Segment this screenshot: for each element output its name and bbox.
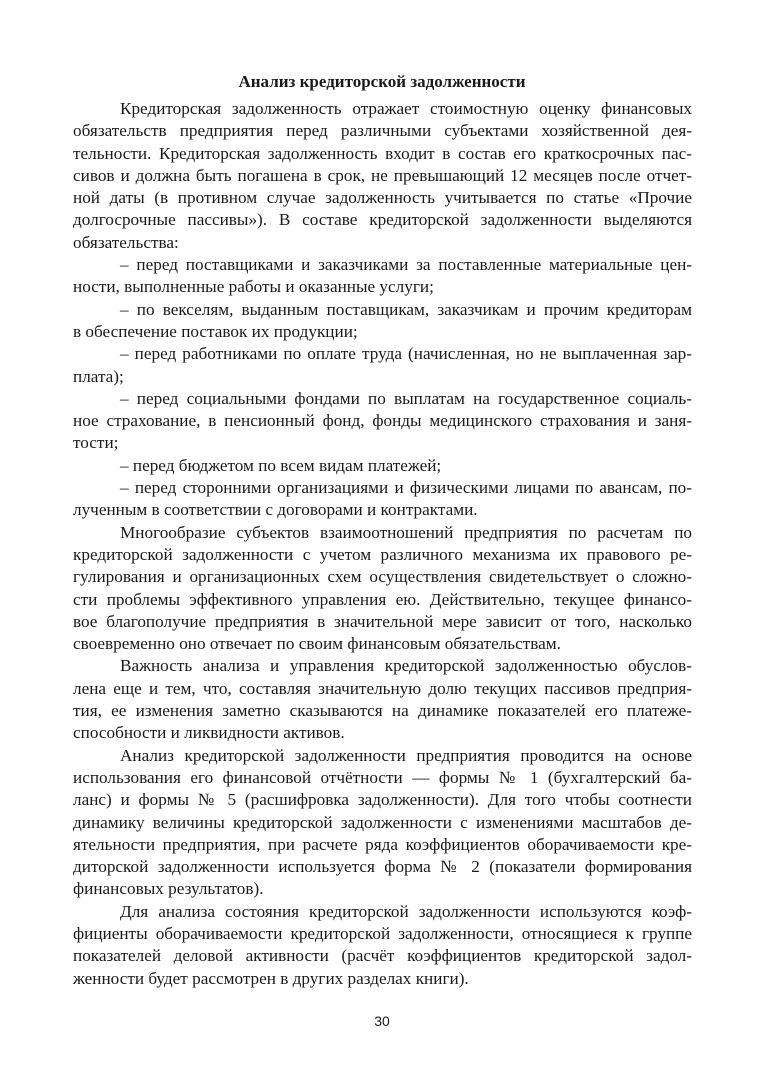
text-line: ятельности предприятия, при расчете ряда коэффициентов оборачиваемости кре- xyxy=(73,834,692,854)
text-line: – перед социальными фондами по выплатам на государственное социаль- xyxy=(120,388,692,408)
text-line: – перед бюджетом по всем видам платежей; xyxy=(120,455,442,475)
text-line: лученным в соответствии с договорами и контрактами. xyxy=(73,500,478,520)
text-line: – перед работниками по оплате труда (начисленная, но не выплаченная зар- xyxy=(120,344,692,364)
text-line: тости; xyxy=(73,433,119,453)
paragraph xyxy=(73,655,692,744)
paragraph xyxy=(73,522,692,656)
paragraph xyxy=(73,98,692,254)
text-line: ланс) и формы № 5 (расшифровка задолженности). Для того чтобы соотнести xyxy=(73,790,692,810)
text-line: – перед поставщиками и заказчиками за поставленные материальные цен- xyxy=(120,255,692,275)
paragraph xyxy=(73,745,692,901)
paragraph xyxy=(73,254,692,299)
text-line: лена еще и тем, что, составляя значительную долю текущих пассивов предприя- xyxy=(73,678,692,698)
text-line: вое благополучие предприятия в значительной мере зависит от того, насколько xyxy=(73,611,692,631)
text-line: гулирования и организационных схем осуществления свидетельствует о сложно- xyxy=(73,567,692,587)
paragraph xyxy=(73,299,692,344)
paragraph xyxy=(73,455,692,477)
text-line: обязательства: xyxy=(73,232,179,252)
paragraph xyxy=(73,388,692,455)
text-line: своевременно оно отвечает по своим финансовым обязательствам. xyxy=(73,634,561,654)
text-line: долгосрочные пассивы»). В составе кредиторской задолженности выделяются xyxy=(73,210,692,230)
text-line: – по векселям, выданным поставщикам, заказчикам и прочим кредиторам xyxy=(120,299,692,319)
text-line: Анализ кредиторской задолженности предприятия проводится на основе xyxy=(120,745,692,765)
text-line: тия, ее изменения заметно сказываются на динамике показателей его платеже- xyxy=(73,701,692,721)
text-line: ности, выполненные работы и оказанные услуги; xyxy=(73,277,434,297)
text-line: фициенты оборачиваемости кредиторской задолженности, относящиеся к группе xyxy=(73,923,692,943)
text-line: – перед сторонними организациями и физическими лицами по авансам, по- xyxy=(120,478,692,498)
text-line: динамику величины кредиторской задолженности с изменениями масштабов де- xyxy=(73,812,692,832)
text-line: в обеспечение поставок их продукции; xyxy=(73,321,358,341)
text-line: Кредиторская задолженность отражает стоимостную оценку финансовых xyxy=(120,99,692,118)
text-line: ное страхование, в пенсионный фонд, фонды медицинского страхования и заня- xyxy=(73,411,692,431)
page-title: Анализ кредиторской задолженности xyxy=(238,72,526,91)
paragraph xyxy=(73,477,692,522)
text-line: Важность анализа и управления кредиторской задолженностью обуслов- xyxy=(120,656,692,676)
page-number: 30 xyxy=(374,1013,390,1029)
text-line: сивов и должна быть погашена в срок, не превышающий 12 месяцев после отчет- xyxy=(73,165,692,185)
text-line: Многообразие субъектов взаимоотношений предприятия по расчетам по xyxy=(120,522,692,542)
text-line: использования его финансовой отчётности — формы № 1 (бухгалтерский ба- xyxy=(73,767,692,787)
text-line: тельности. Кредиторская задолженность входит в состав его краткосрочных пас- xyxy=(73,143,692,163)
paragraph xyxy=(73,343,692,388)
text-line: диторской задолженности используется форма № 2 (показатели формирования xyxy=(73,857,692,877)
text-line: женности будет рассмотрен в других разделах книги). xyxy=(73,968,469,988)
paragraph xyxy=(73,901,692,990)
text-line: кредиторской задолженности с учетом различного механизма их правового ре- xyxy=(73,544,692,564)
text-line: плата); xyxy=(73,366,124,386)
text-line: ной даты (в противном случае задолженность учитывается по статье «Прочие xyxy=(73,188,692,208)
text-line: финансовых результатов). xyxy=(73,879,264,899)
text-line: обязательств предприятия перед различными субъектами хозяйственной дея- xyxy=(73,121,692,141)
text-line: показателей деловой активности (расчёт коэффициентов кредиторской задол- xyxy=(73,946,692,966)
text-line: сти проблемы эффективного управления ею. Действительно, текущее финансо- xyxy=(73,589,692,609)
document-body xyxy=(73,98,692,990)
text-line: способности и ликвидности активов. xyxy=(73,723,345,743)
text-line: Для анализа состояния кредиторской задолженности используются коэф- xyxy=(120,901,692,921)
